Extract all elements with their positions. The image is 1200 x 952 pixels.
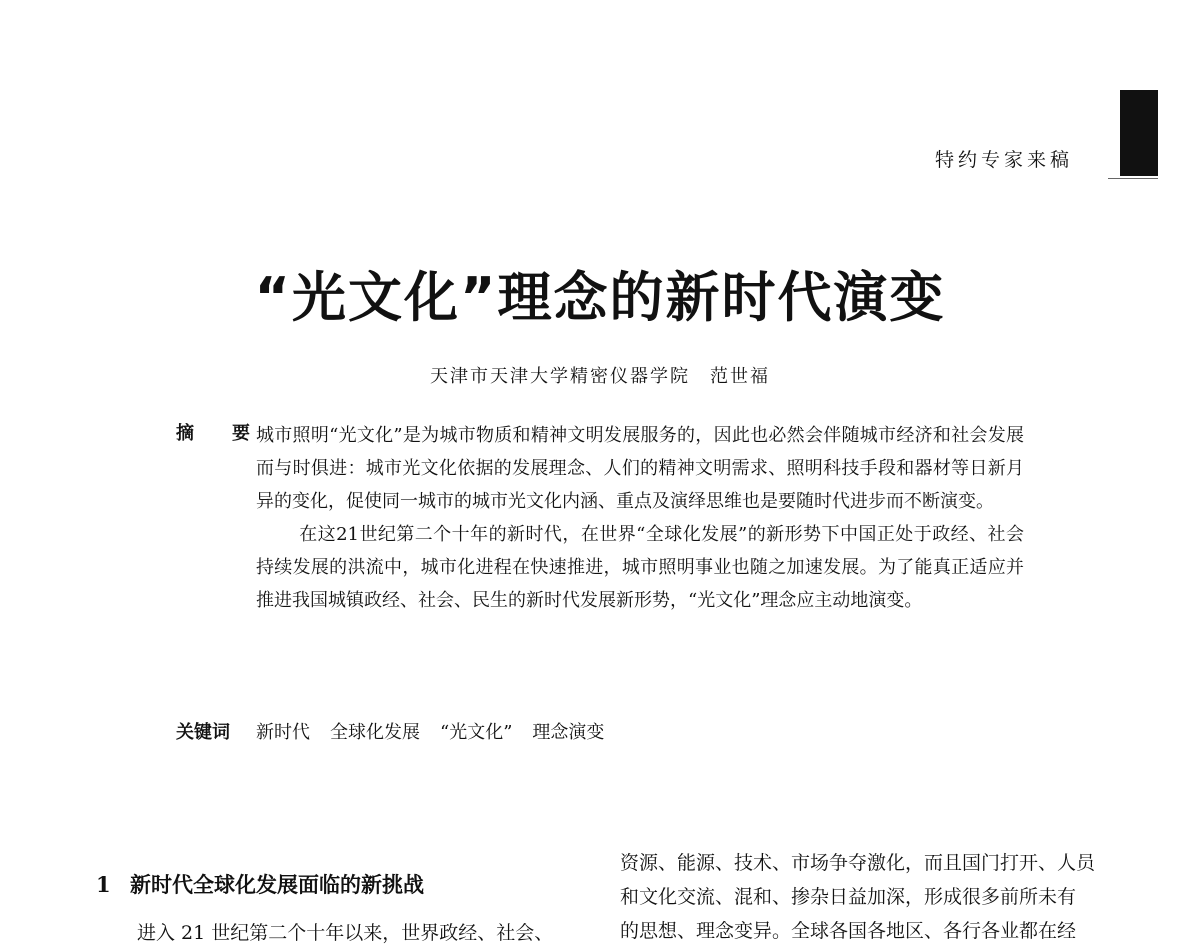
keyword-item: 新时代 [256,722,310,743]
section-heading [96,869,424,899]
keyword-item: “光文化” [440,722,513,743]
left-column-text: 进入 21 世纪第二个十年以来，世界政经、社会、 [137,922,554,944]
author-line: 天津市天津大学精密仪器学院 范世福 [430,366,770,387]
keyword-item: 理念演变 [532,722,605,743]
page-tab-marker [1120,90,1158,176]
keywords-list [256,718,604,744]
header-rule [1108,178,1158,179]
abstract-paragraph-1: 城市照明“光文化”是为城市物质和精神文明发展服务的，因此也必然会伴随城市经济和社会发展而与时俱进：城市光文化依据的发展理念、人们的精神文明需求、照明科技手段和器材等日新月异的变化，促使同一城市的城市光文化内涵、重点及演绎思维也是要随时代进步而不断演变。 [256,425,1024,512]
section-number: 1 [96,872,111,897]
article-title: “光文化”理念的新时代演变 [254,266,946,329]
body-line: 和文化交流、混和、掺杂日益加深，形成很多前所未有 [620,886,1077,908]
abstract-body [256,419,1024,617]
abstract-label: 摘 要 [176,423,260,444]
body-line: 的思想、理念变异。全球各国各地区、各行各业都在经 [620,920,1077,942]
keyword-item: 全球化发展 [330,722,420,743]
column-header: 特约专家来稿 [935,149,1074,171]
right-column-text [620,846,1110,948]
abstract-paragraph-2: 在这21世纪第二个十年的新时代，在世界“全球化发展”的新形势下中国正处于政经、社会持续发展的洪流中，城市化进程在快速推进，城市照明事业也随之加速发展。为了能真正适应并推进我国城镇政经、社会、民生的新时代发展新形势，“光文化”理念应主动地演变。 [256,524,1024,611]
body-line: 资源、能源、技术、市场争夺激化，而且国门打开、人员 [620,852,1096,874]
section-title: 新时代全球化发展面临的新挑战 [130,873,424,897]
keywords-label: 关键词 [176,722,230,743]
